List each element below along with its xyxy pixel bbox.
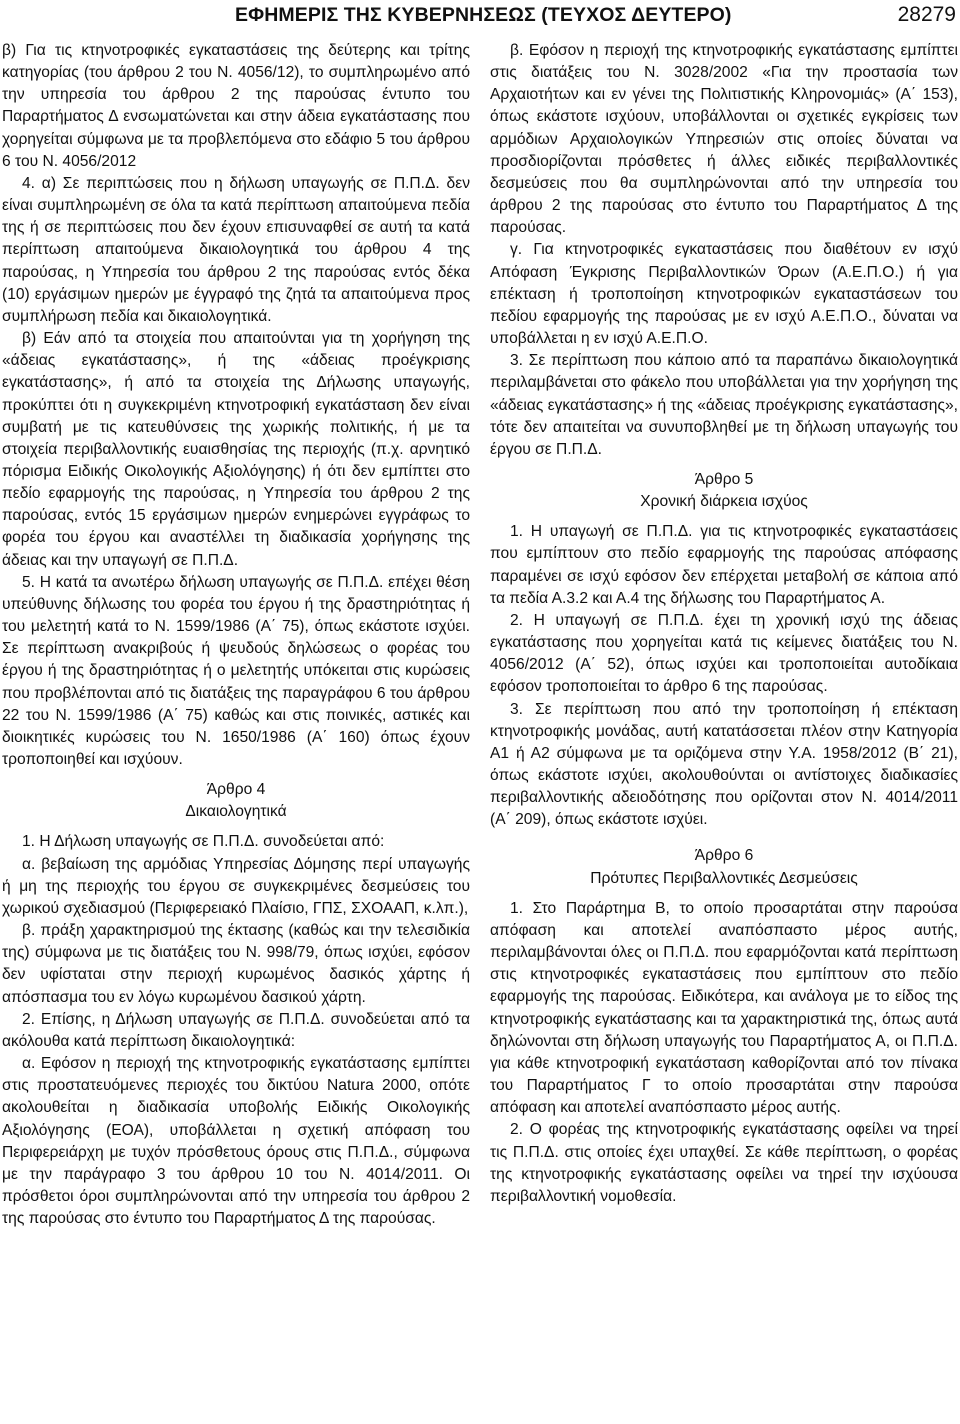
paragraph: 1. Στο Παράρτημα Β, το οποίο προσαρτάται στην παρούσα απόφαση και αποτελεί αναπόσπαστο μέρος αυτής, περιλαμβάνονται όλες οι Π.Π.Δ. που εφαρμόζονται κατά περίπτωση στις κτηνοτροφικές εγκαταστάσεις που εμπίπτουν στο πεδίο εφαρμογής της παρούσας. Ειδικότερα, και ανάλογα με το είδος της κτηνοτροφικής εγκατάστασης και τα χαρακτηριστικά της, όπως αυτά δηλώνονται στη δήλωση υπαγωγής του Παραρτήματος Α, οι Π.Π.Δ. για κάθε κτηνοτροφική εγκατάσταση καθορίζονται από τον πίνακα του Παραρτήματος Γ το οποίο προσαρτάται στην παρούσα απόφαση και αποτελεί αναπόσπαστο μέρος αυτής. bbox=[490, 899, 958, 1117]
article-6-subtitle: Πρότυπες Περιβαλλοντικές Δεσμεύσεις bbox=[590, 869, 858, 887]
article-6-title: Άρθρο 6 bbox=[694, 847, 754, 865]
paragraph: 2. Η υπαγωγή σε Π.Π.Δ. έχει τη χρονική ισχύ της άδειας εγκατάστασης που χορηγείται κατά τις κείμενες διατάξεις του Ν. 4056/2012 (Α΄ 52), όπως ισχύει και τροποποιείται αυτοδίκαια εφόσον τροποποιείται το άρθρο 6 της παρούσας. bbox=[490, 611, 958, 696]
gazette-title: ΕΦΗΜΕΡΙΣ ΤΗΣ ΚΥΒΕΡΝΗΣΕΩΣ (ΤΕΥΧΟΣ ΔΕΥΤΕΡΟ) bbox=[235, 4, 732, 26]
paragraph: α. Εφόσον η περιοχή της κτηνοτροφικής εγκατάστασης εμπίπτει στις προστατευόμενες περιοχές του δικτύου Natura 2000, οπότε ακολουθείται η διαδικασία υποβολής Ειδικής Οικολογικής Αξιολόγησης (ΕΟΑ), υποβάλλεται η σχετική απόφαση του Περιφερειάρχη με τυχόν πρόσθετους όρους στις Π.Π.Δ., σύμφωνα με την παράγραφο 3 του άρθρου 10 του Ν. 4014/2011. Οι πρόσθετοι όροι συμπληρώνονται από την υπηρεσία του άρθρου 2 της παρούσας στο έντυπο του Παραρτήματος Δ της παρούσας. bbox=[2, 1055, 470, 1228]
paragraph: β) Εάν από τα στοιχεία που απαιτούνται για τη χορήγηση της «άδειας εγκατάστασης», ή της «άδειας προέγκρισης εγκατάστασης», ή από τα στοιχεία της Δήλωσης υπαγωγής, προκύπτει ότι η συγκεκριμένη κτηνοτροφική εγκατάσταση δεν είναι συμβατή με τις κατευθύνσεις της χωρικής πολιτικής, ή με τα στοιχεία περιβαλλοντικής ευαισθησίας της περιοχής (π.χ. αρνητικό πόρισμα Ειδικής Οικολογικής Αξιολόγησης) ή ότι δεν εμπίπτει στο πεδίο εφαρμογής της παρούσας, η Υπηρεσία του άρθρου 2 της παρούσας, εντός 15 εργάσιμων ημερών ενημερώνει εγγράφως το φορέα του έργου και αναστέλλει τη διαδικασία χορήγησης της άδειας και την υπαγωγή σε Π.Π.Δ. bbox=[2, 330, 470, 569]
page-number: 28279 bbox=[897, 3, 956, 26]
paragraph: β. πράξη χαρακτηρισμού της έκτασης (καθώς και την τελεσιδικία της) σύμφωνα με τις διατάξεις του Ν. 998/79, όπως ισχύει, εφόσον δεν υφίσταται στην περιοχή κυρωμένος δασικός χάρτης ή απόσπασμα του εν λόγω κυρωμένου δασικού χάρτη. bbox=[2, 922, 470, 1006]
article-5-subtitle: Χρονική διάρκεια ισχύος bbox=[640, 493, 808, 511]
paragraph: β. Εφόσον η περιοχή της κτηνοτροφικής εγκατάστασης εμπίπτει στις διατάξεις του Ν. 3028/2002 «Για την προστασία των Αρχαιοτήτων και εν γένει της Πολιτιστικής Κληρονομιάς» (Α΄ 153), όπως εκάστοτε ισχύουν, υποβάλλονται οι σχετικές εγκρίσεις των αρμόδιων Αρχαιολογικών Υπηρεσιών στις οποίες δύναται να προσδιορίζονται πρόσθετες ή άλλες ειδικές περιβαλλοντικές δεσμεύσεις που θα συμπληρώνονται από την υπηρεσία του άρθρου 2 της παρούσας στο έντυπο του Παραρτήματος Δ της παρούσας. bbox=[490, 42, 958, 237]
paragraph: 4. α) Σε περιπτώσεις που η δήλωση υπαγωγής σε Π.Π.Δ. δεν είναι συμπληρωμένη σε όλα τα κατά περίπτωση απαιτούμενα πεδία της ή σε περιπτώσεις που δεν έχουν επισυναφθεί σε αυτή τα κατά περίπτωση απαιτούμενα δικαιολογητικά του άρθρου 4 της παρούσας, η Υπηρεσία του άρθρου 2 της παρούσας εντός δέκα (10) εργάσιμων ημερών με έγγραφό της ζητά τα απαιτούμενα προς συμπλήρωση πεδία και δικαιολογητικά. bbox=[2, 174, 470, 325]
paragraph: α. βεβαίωση της αρμόδιας Υπηρεσίας Δόμησης περί υπαγωγής ή μη της περιοχής του έργου σε συγκεκριμένες δεσμεύσεις του χωρικού σχεδιασμού (Περιφερειακό Πλαίσιο, ΓΠΣ, ΣΧΟΑΑΠ, κ.λπ.), bbox=[2, 855, 470, 917]
paragraph: 5. Η κατά τα ανωτέρω δήλωση υπαγωγής σε Π.Π.Δ. επέχει θέση υπεύθυνης δήλωσης του φορέα του έργου ή της δραστηριότητας ή του μελετητή κατά το Ν. 1599/1986 (Α΄ 75), όπως εκάστοτε ισχύει. Σε περίπτωση ανακριβούς ή ψευδούς δηλώσεως ο φορέας του έργου ή της δραστηριότητας ή ο μελετητής υπόκειται στις κυρώσεις που προβλέπονται από τις διατάξεις της παραγράφου 6 του άρθρου 22 του Ν. 1599/1986 (Α΄ 75) καθώς και στις ποινικές, αστικές και διοικητικές κυρώσεις του Ν. 1650/1986 (Α΄ 160) όπως έχουν τροποποιηθεί και ισχύουν. bbox=[2, 573, 471, 768]
paragraph: 3. Σε περίπτωση που από την τροποποίηση ή επέκταση κτηνοτροφικής μονάδας, αυτή κατατάσσεται πλέον στην Κατηγορία Α1 ή Α2 σύμφωνα με τα οριζόμενα στην Υ.Α. 1958/2012 (Β΄ 21), όπως εκάστοτε ισχύει, ακολουθούνται οι αντίστοιχες διαδικασίες περιβαλλοντικής αδειοδότησης που ορίζονται στον Ν. 4014/2011 (Α΄ 209), όπως εκάστοτε ισχύει. bbox=[490, 700, 958, 829]
paragraph: 2. Ο φορέας της κτηνοτροφικής εγκατάστασης οφείλει να τηρεί τις Π.Π.Δ. στις οποίες έχει υπαχθεί. Σε κάθε περίπτωση, ο φορέας της κτηνοτροφικής εγκατάστασης οφείλει να τηρεί την ισχύουσα περιβαλλοντική νομοθεσία. bbox=[490, 1121, 958, 1205]
paragraph: 3. Σε περίπτωση που κάποιο από τα παραπάνω δικαιολογητικά περιλαμβάνεται στο φάκελο που υποβάλλεται για την χορήγηση της «άδειας εγκατάστασης» ή της «άδειας προέγκρισης εγκατάστασης», τότε δεν απαιτείται να συνυποβληθεί με τη δήλωση υπαγωγής του έργου σε Π.Π.Δ. bbox=[490, 352, 958, 458]
paragraph: 1. Η Δήλωση υπαγωγής σε Π.Π.Δ. συνοδεύεται από: bbox=[22, 833, 385, 851]
paragraph: 1. Η υπαγωγή σε Π.Π.Δ. για τις κτηνοτροφικές εγκαταστάσεις που εμπίπτουν στο πεδίο εφαρμογής της παρούσας απόφασης παραμένει σε ισχύ εφόσον δεν επέρχεται μεταβολή σε κάποια από τα πεδία Α.3.2 και Α.4 της δήλωσης του Παραρτήματος Α. bbox=[490, 523, 958, 607]
article-4-title: Άρθρο 4 bbox=[206, 781, 266, 799]
paragraph: β) Για τις κτηνοτροφικές εγκαταστάσεις της δεύτερης και τρίτης κατηγορίας (του άρθρου 2 του Ν. 4056/12), το συμπληρωμένο από την υπηρεσία του άρθρου 2 της παρούσας έντυπο του Παραρτήματος Δ ενσωματώνεται και στην άδεια εγκατάστασης που χορηγείται σύμφωνα με τα προβλεπόμενα στο εδάφιο 5 του άρθρου 6 του Ν. 4056/2012 bbox=[2, 42, 470, 170]
right-column bbox=[490, 40, 958, 1208]
paragraph: 2. Επίσης, η Δήλωση υπαγωγής σε Π.Π.Δ. συνοδεύεται από τα ακόλουθα κατά περίπτωση δικαιολογητικά: bbox=[2, 1010, 470, 1050]
left-column bbox=[2, 40, 470, 1230]
article-4-subtitle: Δικαιολογητικά bbox=[185, 803, 287, 821]
page-header bbox=[0, 2, 960, 30]
paragraph: γ. Για κτηνοτροφικές εγκαταστάσεις που διαθέτουν εν ισχύ Απόφαση Έγκρισης Περιβαλλοντικών Όρων (Α.Ε.Π.Ο.) ή για επέκταση ή τροποποίηση κτηνοτροφικών εγκαταστάσεων του πεδίου εφαρμογής της παρούσας με εν ισχύ Α.Ε.Π.Ο., δύναται να υποβάλλεται η εν ισχύ Α.Ε.Π.Ο. bbox=[490, 241, 958, 348]
article-5-title: Άρθρο 5 bbox=[694, 470, 754, 488]
